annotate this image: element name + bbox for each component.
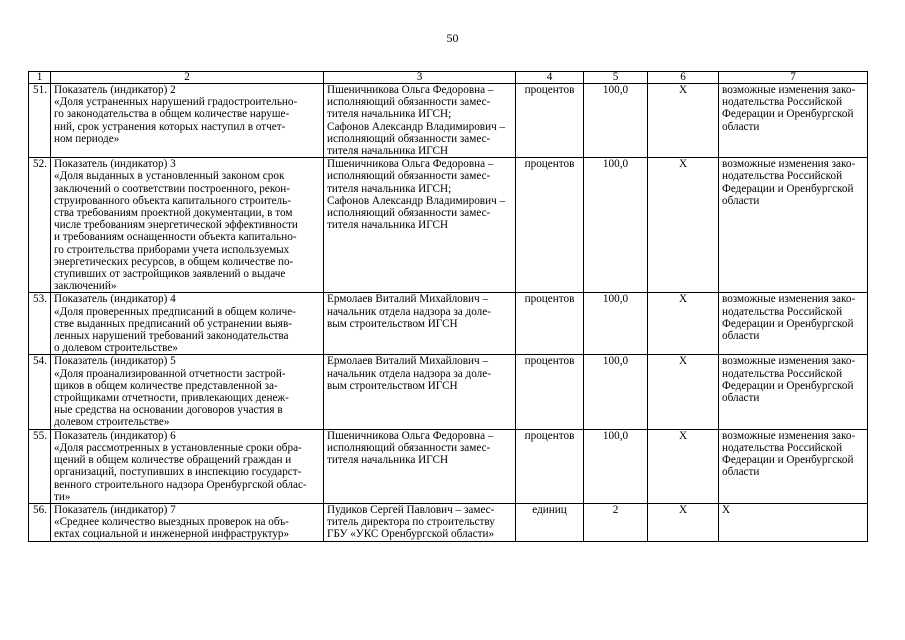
header-cell: 2 (51, 72, 324, 84)
row-number: 55. (29, 429, 51, 503)
indicator-line: го законодательства в общем количестве наруше- (54, 108, 290, 121)
indicator-cell (51, 293, 324, 355)
indicator-line: числе требованиям энергетической эффективности (54, 219, 298, 232)
indicator-line: ектах социальной и инженерной инфраструктур» (54, 528, 290, 541)
responsible-line: Ермолаев Виталий Михайлович – (327, 355, 489, 368)
note-line: Федерации и Оренбургской (722, 379, 854, 392)
indicator-line: стве выданных предписаний об устранении выяв- (54, 317, 292, 330)
responsible-line: Сафонов Александр Владимирович – (327, 194, 506, 207)
indicator-line: энергетических ресурсов, в общем количестве по- (54, 255, 294, 268)
note-line: нодательства Российской (722, 441, 843, 454)
note-cell (719, 429, 868, 503)
indicator-cell (51, 158, 324, 293)
row-number: 52. (29, 158, 51, 293)
unit-cell: процентов (516, 429, 584, 503)
indicator-line: ные средства на основании договоров участия в (54, 404, 283, 417)
indicator-line: ства требованиям проектной документации, в том (54, 207, 293, 220)
indicator-line: «Доля проверенных предписаний в общем количе- (54, 305, 296, 318)
note-line: возможные изменения зако- (722, 158, 856, 171)
header-cell: 7 (719, 72, 868, 84)
responsible-cell (324, 293, 516, 355)
indicator-line: ном периоде» (54, 132, 120, 145)
note-line: возможные изменения зако- (722, 429, 856, 442)
header-cell: 3 (324, 72, 516, 84)
indicator-line: «Доля устраненных нарушений градостроительно- (54, 96, 298, 109)
indicator-line: «Доля проанализированной отчетности застрой- (54, 367, 286, 380)
indicator-line: организаций, поступивших в инспекцию государст- (54, 466, 302, 479)
table-row (29, 158, 868, 293)
value-cell: 2 (584, 503, 648, 541)
responsible-line: вым строительством ИГСН (327, 317, 458, 330)
indicator-line: ти» (54, 490, 71, 503)
row-number: 56. (29, 503, 51, 541)
column6-cell: X (648, 158, 719, 293)
indicator-line: щений в общем количестве обращений граждан и (54, 454, 292, 467)
responsible-cell (324, 429, 516, 503)
indicator-line: Показатель (индикатор) 4 (54, 293, 176, 306)
note-line: возможные изменения зако- (722, 355, 856, 368)
indicator-line: ний, срок устранения которых наступил в отчет- (54, 120, 286, 133)
responsible-line: Сафонов Александр Владимирович – (327, 120, 506, 133)
responsible-line: исполняющий обязанности замес- (327, 132, 491, 145)
unit-cell: процентов (516, 158, 584, 293)
row-number: 53. (29, 293, 51, 355)
responsible-line: исполняющий обязанности замес- (327, 441, 491, 454)
note-line: области (722, 330, 760, 343)
responsible-line: Пшеничникова Ольга Федоровна – (327, 158, 494, 171)
indicator-cell (51, 429, 324, 503)
indicator-line: щиков в общем количестве представленной за- (54, 379, 278, 392)
indicator-line: го строительства приборами учета используемых (54, 243, 290, 256)
indicator-line: о долевом строительстве» (54, 342, 178, 355)
header-cell: 1 (29, 72, 51, 84)
table-row (29, 84, 868, 158)
row-number: 54. (29, 355, 51, 429)
value-cell: 100,0 (584, 84, 648, 158)
column6-cell: X (648, 293, 719, 355)
note-line: X (722, 503, 731, 516)
indicators-table (28, 71, 868, 542)
responsible-line: Пшеничникова Ольга Федоровна – (327, 429, 494, 442)
table-row (29, 293, 868, 355)
column6-cell: X (648, 84, 719, 158)
note-cell (719, 293, 868, 355)
indicator-line: и требованиям оснащенности объекта капитально- (54, 231, 297, 244)
indicator-line: заключений» (54, 280, 117, 293)
indicator-line: венного строительного надзора Оренбургской облас- (54, 478, 307, 491)
table-row (29, 355, 868, 429)
note-line: Федерации и Оренбургской (722, 454, 854, 467)
responsible-line: тителя начальника ИГСН (327, 219, 449, 232)
responsible-line: исполняющий обязанности замес- (327, 170, 491, 183)
note-cell (719, 355, 868, 429)
responsible-line: титель директора по строительству (327, 516, 495, 529)
indicator-line: ступивших от застройщиков заявлений о выдаче (54, 268, 286, 281)
indicator-line: ленных нарушений требований законодательства (54, 330, 289, 343)
responsible-cell (324, 355, 516, 429)
value-cell: 100,0 (584, 293, 648, 355)
indicator-line: долевом строительстве» (54, 416, 170, 429)
header-cell: 6 (648, 72, 719, 84)
responsible-cell (324, 158, 516, 293)
header-cell: 5 (584, 72, 648, 84)
indicator-line: «Среднее количество выездных проверок на объ- (54, 516, 289, 529)
value-cell: 100,0 (584, 429, 648, 503)
responsible-line: вым строительством ИГСН (327, 379, 458, 392)
note-line: Федерации и Оренбургской (722, 108, 854, 121)
responsible-line: Ермолаев Виталий Михайлович – (327, 293, 489, 306)
responsible-line: Пшеничникова Ольга Федоровна – (327, 84, 494, 96)
note-line: области (722, 120, 760, 133)
responsible-line: начальник отдела надзора за доле- (327, 305, 491, 318)
note-cell (719, 503, 868, 541)
responsible-line: тителя начальника ИГСН (327, 145, 449, 158)
responsible-cell (324, 503, 516, 541)
note-line: нодательства Российской (722, 170, 843, 183)
indicator-line: струированного объекта капитального строитель- (54, 194, 291, 207)
table-row (29, 429, 868, 503)
indicator-line: стройщиками отчетности, привлекающих денеж- (54, 392, 289, 405)
responsible-line: тителя начальника ИГСН (327, 454, 449, 467)
indicator-line: Показатель (индикатор) 5 (54, 355, 176, 368)
responsible-line: тителя начальника ИГСН; (327, 108, 452, 121)
row-number: 51. (29, 84, 51, 158)
responsible-line: начальник отдела надзора за доле- (327, 367, 491, 380)
indicator-cell (51, 355, 324, 429)
column6-cell: X (648, 429, 719, 503)
note-line: области (722, 194, 760, 207)
header-cell: 4 (516, 72, 584, 84)
value-cell: 100,0 (584, 355, 648, 429)
indicator-line: «Доля выданных в установленный законом срок (54, 170, 285, 183)
note-line: области (722, 466, 760, 479)
column6-cell: X (648, 503, 719, 541)
note-line: нодательства Российской (722, 367, 843, 380)
unit-cell: процентов (516, 84, 584, 158)
indicator-line: Показатель (индикатор) 3 (54, 158, 176, 171)
value-cell: 100,0 (584, 158, 648, 293)
responsible-line: ГБУ «УКС Оренбургской области» (327, 528, 495, 541)
table-row (29, 503, 868, 541)
unit-cell: процентов (516, 293, 584, 355)
indicator-line: Показатель (индикатор) 2 (54, 84, 176, 96)
note-line: области (722, 392, 760, 405)
responsible-line: тителя начальника ИГСН; (327, 182, 452, 195)
responsible-line: исполняющий обязанности замес- (327, 96, 491, 109)
note-cell (719, 84, 868, 158)
indicator-cell (51, 84, 324, 158)
indicator-line: «Доля рассмотренных в установленные сроки обра- (54, 441, 302, 454)
note-line: возможные изменения зако- (722, 84, 856, 96)
responsible-line: Пудиков Сергей Павлович – замес- (327, 503, 495, 516)
unit-cell: единиц (516, 503, 584, 541)
indicator-cell (51, 503, 324, 541)
column6-cell: X (648, 355, 719, 429)
note-line: нодательства Российской (722, 305, 843, 318)
indicator-line: Показатель (индикатор) 7 (54, 503, 176, 516)
responsible-line: исполняющий обязанности замес- (327, 207, 491, 220)
unit-cell: процентов (516, 355, 584, 429)
note-line: нодательства Российской (722, 96, 843, 109)
table-header-row (29, 72, 868, 84)
note-line: Федерации и Оренбургской (722, 317, 854, 330)
indicator-line: Показатель (индикатор) 6 (54, 429, 176, 442)
note-cell (719, 158, 868, 293)
page-number: 50 (446, 31, 459, 45)
indicator-line: заключений о соответствии построенного, рекон- (54, 182, 291, 195)
note-line: Федерации и Оренбургской (722, 182, 854, 195)
note-line: возможные изменения зако- (722, 293, 856, 306)
responsible-cell (324, 84, 516, 158)
